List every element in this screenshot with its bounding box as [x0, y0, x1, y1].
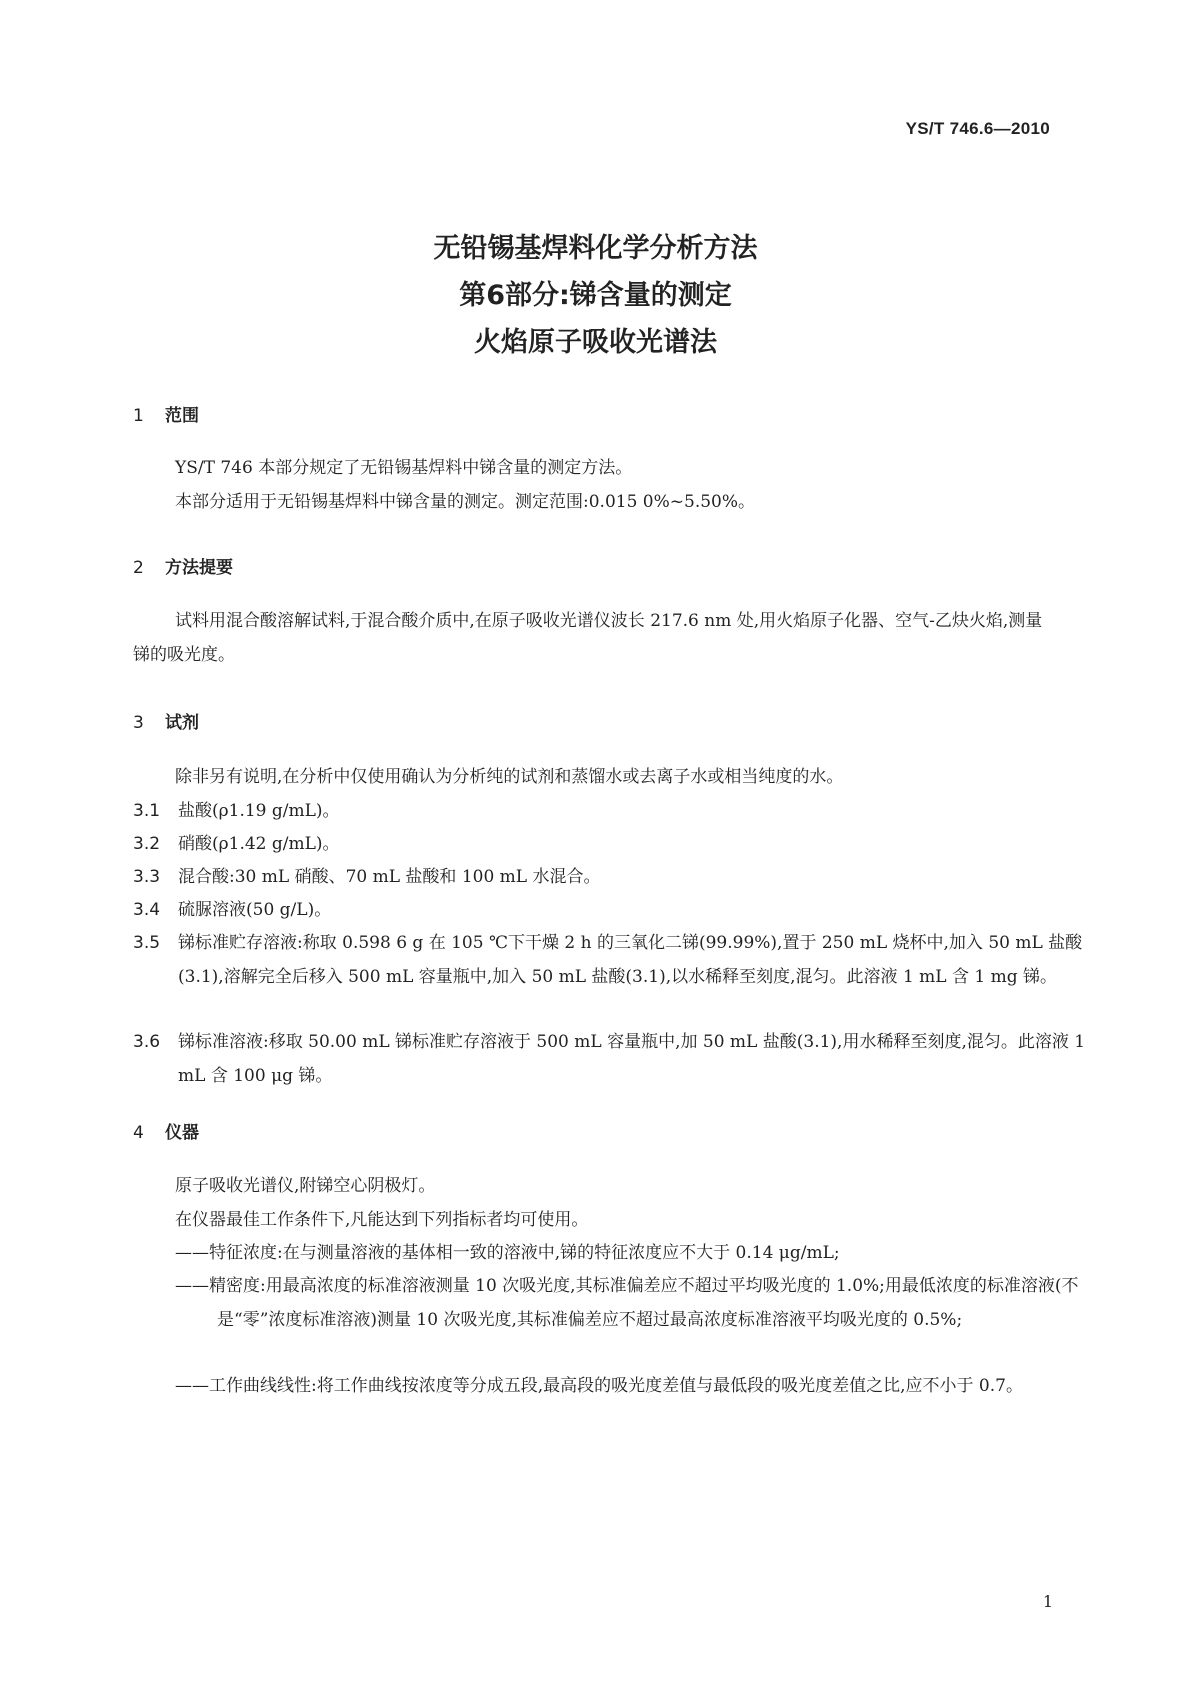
document-title: [0, 225, 1191, 366]
reagent-item: [133, 1025, 1100, 1093]
requirement-item: ——特征浓度:在与测量溶液的基体相一致的溶液中,锑的特征浓度应不大于 0.14 μg/mL;: [175, 1243, 840, 1263]
item-number: 3.3: [133, 867, 161, 887]
section-3-intro: 除非另有说明,在分析中仅使用确认为分析纯的试剂和蒸馏水或去离子水或相当纯度的水。: [175, 767, 844, 787]
section-1-paragraph-1: YS/T 746 本部分规定了无铅锡基焊料中锑含量的测定方法。: [175, 458, 633, 478]
section-title: 方法提要: [165, 558, 233, 578]
item-number: 3.5: [133, 933, 161, 953]
section-3-heading: [133, 708, 199, 733]
section-4-heading: [133, 1118, 199, 1143]
reagent-item: [133, 794, 1055, 828]
item-text: 硝酸(ρ1.42 g/mL)。: [178, 834, 340, 854]
item-text: 混合酸:30 mL 硝酸、70 mL 盐酸和 100 mL 水混合。: [178, 867, 601, 887]
standard-code: YS/T 746.6—2010: [905, 119, 1050, 138]
item-number: 3.2: [133, 834, 161, 854]
title-line-1: 无铅锡基焊料化学分析方法: [433, 233, 758, 264]
title-line-3: 火焰原子吸收光谱法: [474, 327, 717, 358]
requirement-item: ——精密度:用最高浓度的标准溶液测量 10 次吸光度,其标准偏差应不超过平均吸光度的 1.0%;用最低浓度的标准溶液(不是“零”浓度标准溶液)测量 10 次吸光度,其标准偏差应不超过最高浓度标准溶液平均吸光度的 0.5%;: [175, 1276, 1079, 1330]
item-number: 3.1: [133, 801, 161, 821]
item-text: 盐酸(ρ1.19 g/mL)。: [178, 801, 340, 821]
section-number: 1: [133, 406, 144, 426]
reagent-item: [133, 827, 1055, 861]
section-2-heading: [133, 553, 233, 578]
section-number: 4: [133, 1123, 144, 1143]
section-1-heading: [133, 401, 199, 426]
reagent-item: [133, 926, 1100, 994]
section-1-paragraph-2: 本部分适用于无铅锡基焊料中锑含量的测定。测定范围:0.015 0%~5.50%。: [175, 492, 756, 512]
item-text: 硫脲溶液(50 g/L)。: [178, 900, 332, 920]
item-text: 锑标准溶液:移取 50.00 mL 锑标准贮存溶液于 500 mL 容量瓶中,加 50 mL 盐酸(3.1),用水稀释至刻度,混匀。此溶液 1 mL 含 100 μg 锑。: [178, 1032, 1086, 1086]
item-number: 3.6: [133, 1032, 161, 1052]
reagent-item: [133, 893, 1055, 927]
section-2-paragraph: 试料用混合酸溶解试料,于混合酸介质中,在原子吸收光谱仪波长 217.6 nm 处,用火焰原子化器、空气-乙炔火焰,测量锑的吸光度。: [133, 611, 1043, 665]
page-number: 1: [1042, 1592, 1053, 1611]
section-number: 2: [133, 558, 144, 578]
requirement-item: ——工作曲线线性:将工作曲线按浓度等分成五段,最高段的吸光度差值与最低段的吸光度差值之比,应不小于 0.7。: [175, 1376, 1023, 1396]
section-4-paragraph-2: 在仪器最佳工作条件下,凡能达到下列指标者均可使用。: [175, 1210, 589, 1230]
section-title: 范围: [165, 406, 199, 426]
section-4-paragraph-1: 原子吸收光谱仪,附锑空心阴极灯。: [175, 1176, 436, 1196]
reagent-item: [133, 860, 1055, 894]
section-number: 3: [133, 713, 144, 733]
item-number: 3.4: [133, 900, 161, 920]
section-title: 试剂: [165, 713, 199, 733]
item-text: 锑标准贮存溶液:称取 0.598 6 g 在 105 ℃下干燥 2 h 的三氧化二锑(99.99%),置于 250 mL 烧杯中,加入 50 mL 盐酸(3.1),溶解完全后移入 500 mL 容量瓶中,加入 50 mL 盐酸(3.1),以水稀释至刻度,混匀。此溶液 1 mL 含 1 mg 锑。: [178, 933, 1083, 987]
section-title: 仪器: [165, 1123, 199, 1143]
title-line-2: 第6部分:锑含量的测定: [459, 280, 732, 311]
